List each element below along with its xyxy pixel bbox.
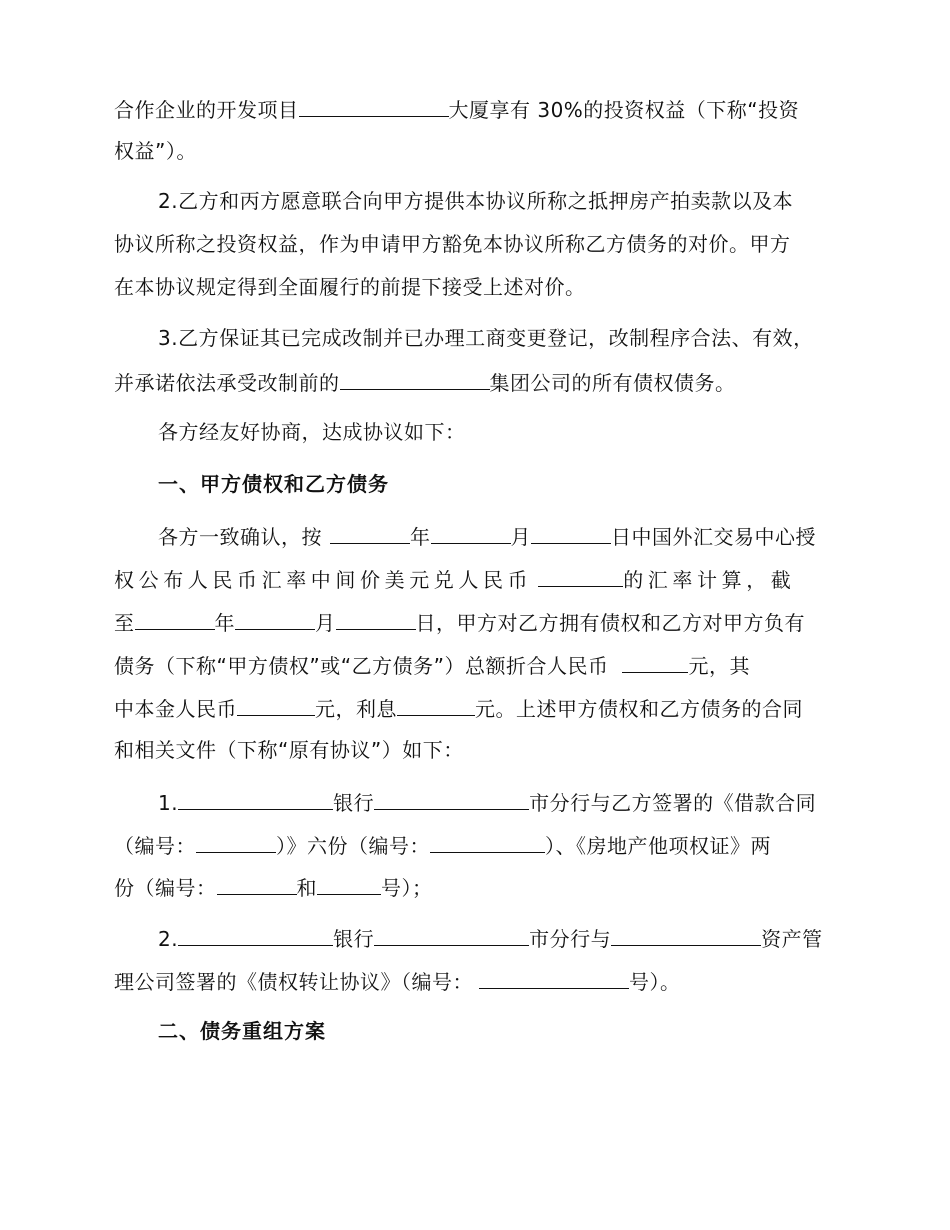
- list-item-line: [114, 872, 839, 902]
- text-fragment: ）》六份（编号：: [276, 834, 430, 858]
- blank-field: [340, 367, 490, 390]
- blank-field: [611, 923, 761, 946]
- blank-field: [336, 607, 416, 630]
- blank-field: [374, 923, 529, 946]
- text-fragment: 大厦享有 30%的投资权益（下称“投资: [448, 98, 800, 122]
- text-fragment: 中本金人民币: [114, 697, 237, 721]
- text-fragment: 份（编号：: [114, 876, 217, 900]
- text-line: 各方经友好协商，达成协议如下：: [158, 420, 466, 444]
- text-fragment: 月: [315, 611, 336, 635]
- list-item-line: [158, 787, 838, 817]
- text-line: 协议所称之投资权益，作为申请甲方豁免本协议所称乙方债务的对价。甲方: [114, 232, 791, 256]
- text-line: 在本协议规定得到全面履行的前提下接受上述对价。: [114, 275, 586, 299]
- text-line: [114, 693, 839, 723]
- text-line: 3.乙方保证其已完成改制并已办理工商变更登记，改制程序合法、有效，: [158, 326, 814, 350]
- text-fragment: 日中国外汇交易中心授: [611, 525, 816, 549]
- blank-field: [538, 564, 623, 587]
- text-fragment: 1.: [158, 791, 179, 815]
- text-fragment: 债务（下称“甲方债权”或“乙方债务”）总额折合人民币: [114, 654, 609, 678]
- text-fragment: 合作企业的开发项目: [114, 98, 299, 122]
- section-heading: 一、甲方债权和乙方债务: [158, 472, 389, 496]
- text-fragment: 元，其: [688, 654, 750, 678]
- text-line: [114, 607, 839, 637]
- text-fragment: 月: [510, 525, 531, 549]
- section-heading: 二、债务重组方案: [158, 1019, 326, 1043]
- text-fragment: 2.: [158, 927, 179, 951]
- text-line: 2.乙方和丙方愿意联合向甲方提供本协议所称之抵押房产拍卖款以及本: [158, 189, 794, 213]
- text-fragment: 元。上述甲方债权和乙方债务的合同: [475, 697, 803, 721]
- list-item-line: [114, 966, 839, 996]
- blank-field: [178, 787, 333, 810]
- text-fragment: 市分行与: [529, 927, 612, 951]
- blank-field: [397, 693, 475, 716]
- blank-field: [622, 650, 688, 673]
- list-item-line: [158, 923, 838, 953]
- blank-field: [135, 607, 215, 630]
- blank-field: [479, 966, 629, 989]
- list-item-line: [114, 830, 839, 860]
- blank-field: [317, 872, 381, 895]
- text-line: [158, 521, 838, 551]
- text-line: 权益”）。: [114, 139, 197, 163]
- blank-field: [430, 830, 545, 853]
- text-fragment: 银行: [333, 927, 375, 951]
- blank-field: [196, 830, 276, 853]
- text-fragment: 的汇率计算，截: [623, 568, 796, 592]
- blank-field: [217, 872, 297, 895]
- text-fragment: 资产管: [761, 927, 823, 951]
- text-fragment: 并承诺依法承受改制前的: [114, 371, 340, 395]
- text-line: [114, 564, 839, 594]
- text-fragment: 市分行与乙方签署的《借款合同: [529, 791, 817, 815]
- blank-field: [235, 607, 315, 630]
- text-fragment: 年: [410, 525, 431, 549]
- text-fragment: （编号：: [114, 834, 196, 858]
- blank-field: [299, 94, 449, 117]
- text-fragment: ）、《房地产他项权证》两: [545, 834, 771, 858]
- text-fragment: 日，甲方对乙方拥有债权和乙方对甲方负有: [415, 611, 805, 635]
- text-fragment: 各方一致确认，按: [158, 525, 322, 549]
- text-line: [114, 94, 839, 124]
- blank-field: [330, 521, 410, 544]
- text-fragment: 号）；: [381, 876, 433, 900]
- text-line: 和相关文件（下称“原有协议”）如下：: [114, 738, 464, 762]
- text-fragment: 银行: [333, 791, 375, 815]
- text-fragment: 号）。: [629, 970, 681, 994]
- blank-field: [178, 923, 333, 946]
- text-fragment: 年: [214, 611, 235, 635]
- text-fragment: 至: [114, 611, 135, 635]
- blank-field: [374, 787, 529, 810]
- text-line: [114, 367, 839, 397]
- text-fragment: 和: [296, 876, 317, 900]
- text-fragment: 理公司签署的《债权转让协议》（编号：: [114, 970, 473, 994]
- text-line: [114, 650, 839, 680]
- text-fragment: 权公布人民币汇率中间价美元兑人民币: [114, 568, 533, 592]
- blank-field: [531, 521, 611, 544]
- text-fragment: 集团公司的所有债权债务。: [489, 371, 736, 395]
- text-fragment: 元，利息: [315, 697, 397, 721]
- blank-field: [431, 521, 511, 544]
- blank-field: [237, 693, 315, 716]
